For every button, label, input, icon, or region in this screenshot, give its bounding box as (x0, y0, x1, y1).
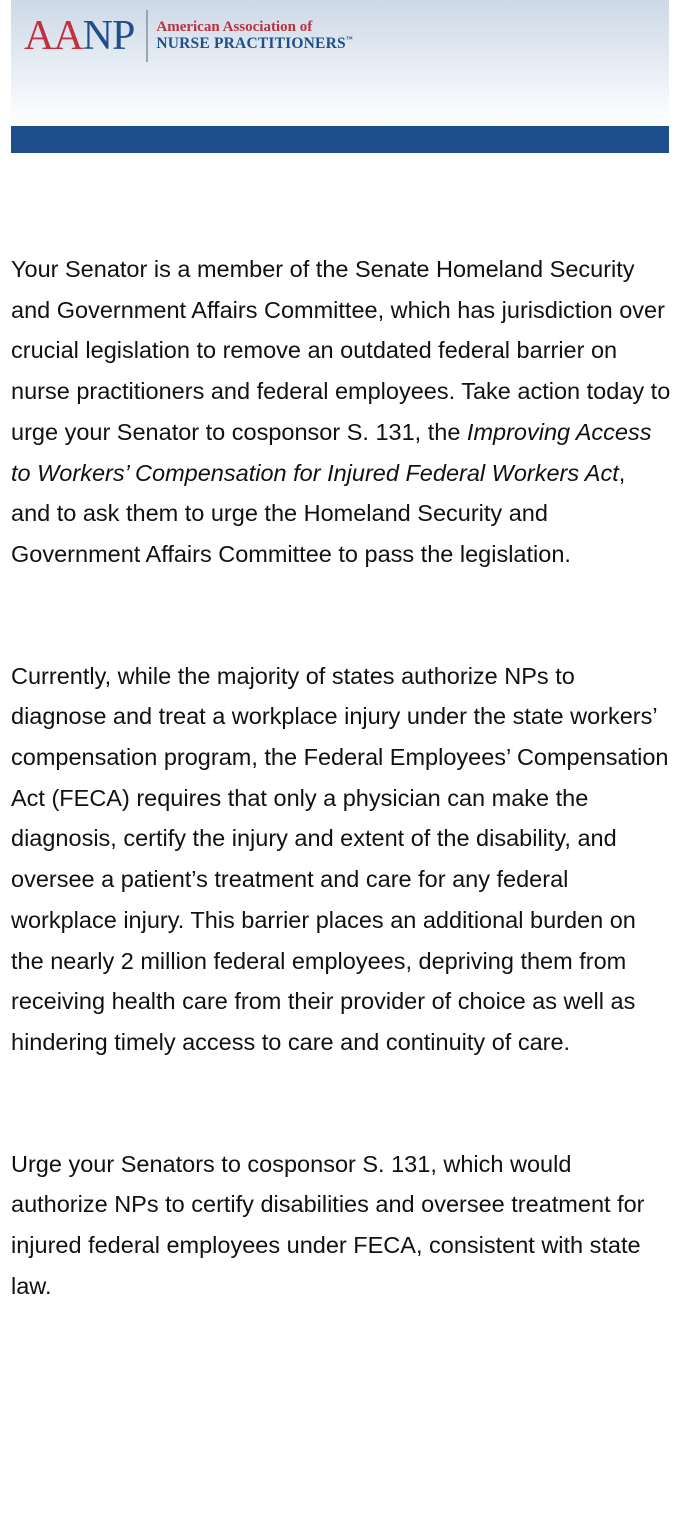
logo-text (156, 20, 353, 52)
trademark-symbol: ™ (345, 34, 353, 43)
logo-mark-np: NP (82, 13, 135, 59)
logo-line-association: American Association of (156, 18, 313, 35)
paragraph-committee (11, 249, 671, 575)
email-header (11, 0, 669, 126)
logo-divider (146, 10, 148, 62)
paragraph-feca-barrier: Currently, while the majority of states authorize NPs to diagnose and treat a workplace injury under the state workers’ compensation program, the Federal Employees’ Compensation Act (FECA) requires that only a physician can make the diagnosis, certify the injury and extent of the disability, and oversee a patient’s treatment and care for any federal workplace injury. This barrier places an additional burden on the nearly 2 million federal employees, depriving them from receiving health care from their provider of choice as well as hindering timely access to care and continuity of care. (11, 662, 669, 1055)
paragraph-committee-text-a: Your Senator is a member of the Senate Homeland Security and Government Affairs Committee, which has jurisdiction over crucial legislation to remove an outdated federal barrier on nurse practitioners and federal employees. Take action today to urge your Senator to cosponsor S. 131, the (11, 256, 671, 445)
email-body (11, 249, 671, 1306)
aanp-logo (24, 10, 353, 62)
logo-mark (24, 15, 134, 57)
logo-mark-aa: AA (24, 13, 83, 59)
logo-line-nurse-practitioners (156, 36, 353, 52)
logo-line2-text: NURSE PRACTITIONERS (156, 34, 346, 52)
header-blue-bar (11, 126, 669, 153)
paragraph-call-to-action: Urge your Senators to cosponsor S. 131, which would authorize NPs to certify disabilities and oversee treatment for injured federal employees under FECA, consistent with state law. (11, 1150, 645, 1299)
paragraph-committee-text-b: , and to ask them to urge the Homeland Security and Government Affairs Committee to pass the legislation. (11, 459, 626, 567)
bill-title: Improving Access to Workers’ Compensation for Injured Federal Workers Act (11, 418, 652, 486)
